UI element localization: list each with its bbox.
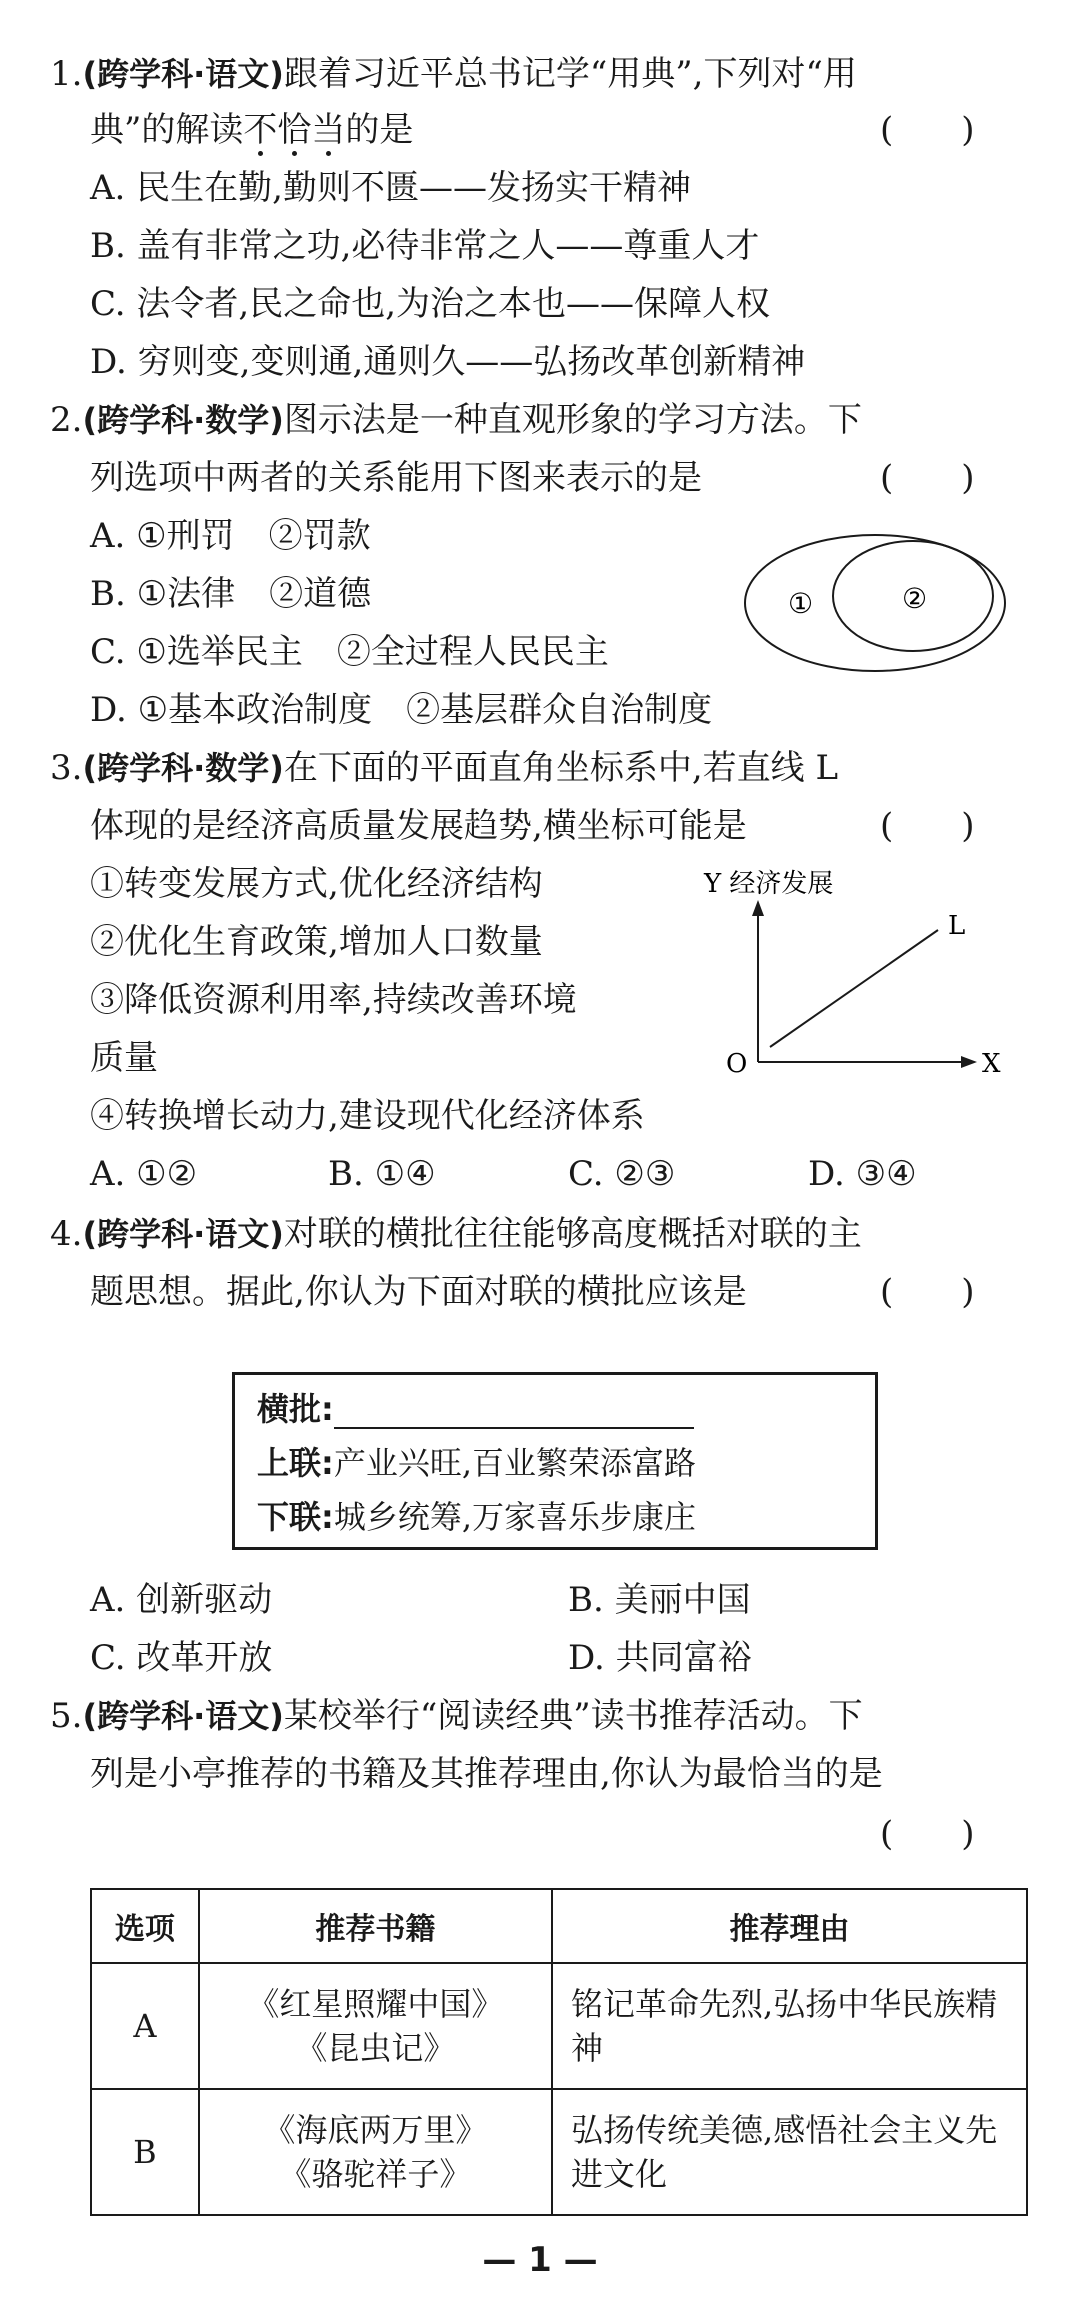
q4-option-d[interactable]: D. 共同富裕: [568, 1638, 752, 1678]
book-title: 《海底两万里》: [263, 2111, 488, 2149]
q1-option-c[interactable]: C. 法令者,民之命也,为治之本也——保障人权: [90, 284, 771, 324]
outer-label: ①: [788, 587, 814, 620]
q1-option-a[interactable]: A. 民生在勤,勤则不匮——发扬实干精神: [90, 168, 691, 208]
x-axis-label: X: [982, 1049, 1001, 1079]
q4-answer-paren[interactable]: ( ): [880, 1272, 975, 1312]
q5-answer-paren[interactable]: ( ): [880, 1814, 975, 1854]
q3-item-4: ④转换增长动力,建设现代化经济体系: [90, 1096, 645, 1136]
q2-stem-line2: 列选项中两者的关系能用下图来表示的是: [90, 458, 702, 498]
q3-choice-a[interactable]: A. ①②: [90, 1154, 198, 1194]
q2-stem-text: 图示法是一种直观形象的学习方法。下: [283, 400, 862, 440]
row-option: B: [91, 2089, 199, 2215]
couplet-shang-row: [257, 1443, 696, 1483]
emphasis-char: 恰: [277, 110, 312, 150]
coordinate-graph: [700, 862, 1020, 1082]
q1-answer-paren[interactable]: ( ): [880, 110, 975, 150]
x-axis-arrow: [961, 1056, 977, 1068]
q1-subject-tag: (跨学科·语文): [82, 55, 284, 93]
q4-option-b[interactable]: B. 美丽中国: [568, 1580, 751, 1620]
q3-item-2: ②优化生育政策,增加人口数量: [90, 922, 543, 962]
q3-subject-tag: (跨学科·数学): [82, 749, 284, 787]
origin-label: O: [726, 1049, 748, 1079]
header-option: 选项: [91, 1889, 199, 1963]
shang-text: 产业兴旺,百业繁荣添富路: [333, 1444, 696, 1482]
q3-item-3: ③降低资源利用率,持续改善环境: [90, 980, 577, 1020]
q4-number: 4.: [50, 1214, 83, 1254]
line-l-label: L: [948, 911, 966, 941]
q1-stem-text: 跟着习近平总书记学“用典”,下列对“用: [283, 54, 857, 94]
q2-subject-tag: (跨学科·数学): [82, 401, 284, 439]
line-l: [770, 930, 938, 1047]
xia-label: 下联:: [257, 1498, 334, 1536]
q3-item-1: ①转变发展方式,优化经济结构: [90, 864, 543, 904]
q3-choice-b[interactable]: B. ①④: [328, 1154, 436, 1194]
page-number: — 1 —: [482, 2240, 598, 2280]
q3-stem-line1: [50, 746, 838, 790]
row-option: A: [91, 1963, 199, 2089]
couplet-xia-row: [257, 1497, 696, 1537]
q4-option-c[interactable]: C. 改革开放: [90, 1638, 273, 1678]
heng-label: 横批:: [257, 1390, 334, 1428]
q2-option-a[interactable]: A. ①刑罚 ②罚款: [90, 516, 371, 556]
q4-option-a[interactable]: A. 创新驱动: [90, 1580, 273, 1620]
q1-stem-text3: 的是: [345, 110, 414, 150]
q3-choice-c[interactable]: C. ②③: [568, 1154, 676, 1194]
row-reason: 铭记革命先烈,弘扬中华民族精神: [552, 1963, 1027, 2089]
row-books: [199, 1963, 552, 2089]
book-title: 《骆驼祥子》: [279, 2155, 472, 2193]
y-axis-arrow: [752, 900, 764, 916]
q4-subject-tag: (跨学科·语文): [82, 1215, 284, 1253]
q2-option-c[interactable]: C. ①选举民主 ②全过程人民民主: [90, 632, 609, 672]
emphasis-char: 不: [243, 110, 278, 150]
q5-stem-line2: 列是小亭推荐的书籍及其推荐理由,你认为最恰当的是: [90, 1754, 883, 1794]
q3-number: 3.: [50, 748, 83, 788]
q1-option-d[interactable]: D. 穷则变,变则通,通则久——弘扬改革创新精神: [90, 342, 806, 382]
q5-number: 5.: [50, 1696, 83, 1736]
q2-number: 2.: [50, 400, 83, 440]
heng-blank[interactable]: [334, 1397, 694, 1429]
couplet-heng-row: [257, 1389, 694, 1429]
couplet-box: [232, 1372, 878, 1550]
book-title: 《红星照耀中国》: [247, 1985, 504, 2023]
q2-answer-paren[interactable]: ( ): [880, 458, 975, 498]
xia-text: 城乡统筹,万家喜乐步康庄: [333, 1498, 696, 1536]
q1-number: 1.: [50, 54, 83, 94]
q1-option-b[interactable]: B. 盖有非常之功,必待非常之人——尊重人才: [90, 226, 760, 266]
shang-label: 上联:: [257, 1444, 334, 1482]
q3-stem-line2: 体现的是经济高质量发展趋势,横坐标可能是: [90, 806, 747, 846]
emphasis-char: 当: [311, 110, 346, 150]
q2-option-b[interactable]: B. ①法律 ②道德: [90, 574, 372, 614]
q3-item-3-cont: 质量: [90, 1038, 158, 1078]
table-row[interactable]: [91, 2089, 1027, 2215]
q5-stem-text: 某校举行“阅读经典”读书推荐活动。下: [283, 1696, 863, 1736]
y-axis-label: Y 经济发展: [704, 869, 834, 899]
q3-stem-text: 在下面的平面直角坐标系中,若直线 L: [283, 748, 839, 788]
q4-stem-line2: 题思想。据此,你认为下面对联的横批应该是: [90, 1272, 747, 1312]
recommendation-table: [90, 1888, 1028, 2216]
q3-choice-d[interactable]: D. ③④: [808, 1154, 917, 1194]
q1-stem-text2: 典”的解读: [90, 110, 244, 150]
row-books: [199, 2089, 552, 2215]
q4-stem-line1: [50, 1212, 862, 1256]
venn-diagram: [740, 528, 1010, 678]
q2-option-d[interactable]: D. ①基本政治制度 ②基层群众自治制度: [90, 690, 713, 730]
q3-answer-paren[interactable]: ( ): [880, 806, 975, 846]
header-books: 推荐书籍: [199, 1889, 552, 1963]
header-reason: 推荐理由: [552, 1889, 1027, 1963]
q1-stem-line2: [90, 108, 413, 152]
q5-subject-tag: (跨学科·语文): [82, 1697, 284, 1735]
table-header-row: [91, 1889, 1027, 1963]
q1-stem-line1: [50, 52, 857, 96]
inner-label: ②: [902, 582, 928, 615]
row-reason: 弘扬传统美德,感悟社会主义先进文化: [552, 2089, 1027, 2215]
q4-stem-text: 对联的横批往往能够高度概括对联的主: [283, 1214, 862, 1254]
q5-stem-line1: [50, 1694, 863, 1738]
table-row[interactable]: [91, 1963, 1027, 2089]
q2-stem-line1: [50, 398, 862, 442]
book-title: 《昆虫记》: [295, 2029, 456, 2067]
